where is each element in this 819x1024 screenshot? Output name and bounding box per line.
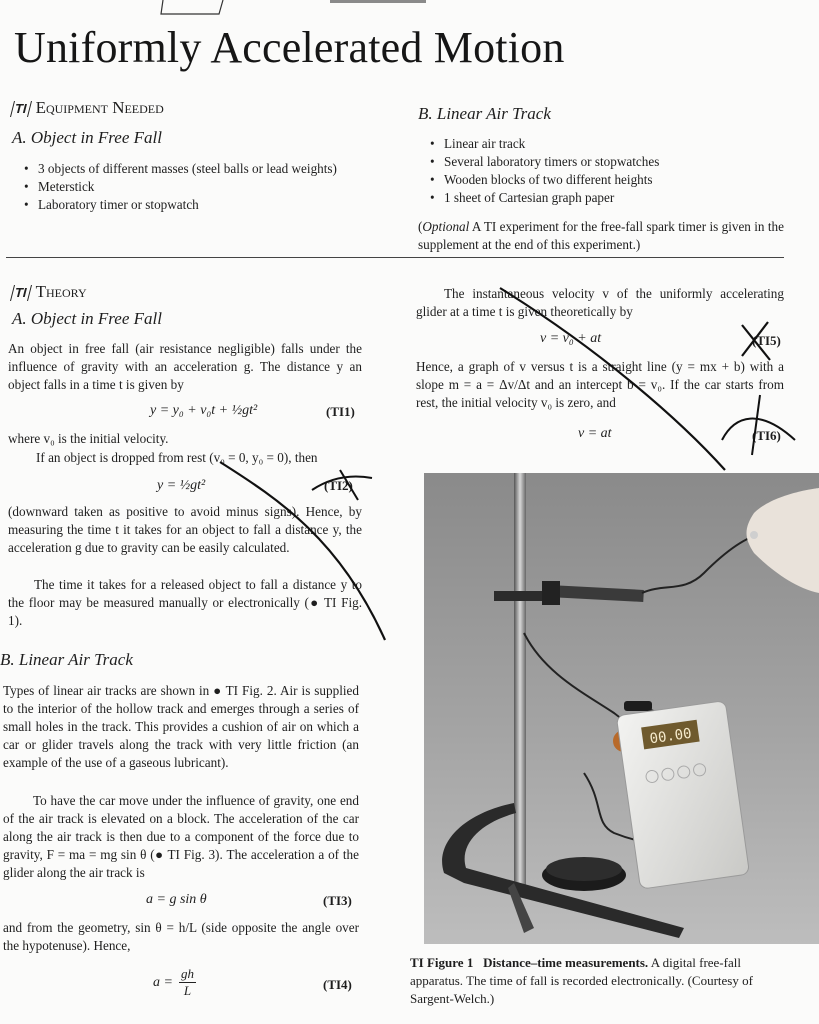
list-item: • Laboratory timer or stopwatch	[22, 196, 370, 214]
equation-ti4-number: (TI4)	[323, 977, 352, 992]
equipment-part-b-heading: B. Linear Air Track	[418, 104, 551, 123]
fraction: $\frac{gh}{L}$	[180, 966, 194, 998]
theory-part-a-heading: A. Object in Free Fall	[12, 309, 162, 328]
theory-paragraph-6: To have the car move under the influence of gravity, one end of the air track is elevated on a block. The acceleration of the car along the air track is then due to a component of the force due to gravity, F = ma = mg sin θ (● TI Fig. 3). The acceleration a of the glider along the air track is	[3, 793, 359, 880]
equipment-heading: TI Equipment Needed	[12, 98, 164, 118]
theory-where: where v₀ is the initial velocity.	[8, 431, 169, 446]
equation-ti4: a = $\frac{gh}{L}$	[153, 966, 194, 998]
equation-ti2-number: (TI2)	[324, 478, 353, 493]
equipment-a-list	[22, 160, 370, 214]
equation-ti5-number: (TI5)	[752, 333, 781, 348]
list-item: • Several laboratory timers or stopwatches	[428, 153, 788, 171]
equation-ti1: y = y₀ + v₀t + ½gt²	[150, 403, 258, 418]
equation-ti6: v = at	[578, 426, 612, 441]
list-item: • Meterstick	[22, 178, 370, 196]
theory-right-paragraph-1: The instantaneous velocity v of the uniformly accelerating glider at a time t is given theoretically by	[416, 286, 784, 319]
equation-ti2: y = ½gt²	[157, 478, 206, 493]
theory-paragraph-2: If an object is dropped from rest (v₀ = 0, y₀ = 0), then	[36, 450, 318, 465]
equipment-part-a-heading: A. Object in Free Fall	[12, 128, 162, 147]
theory-paragraph-5: Types of linear air tracks are shown in ● TI Fig. 2. Air is supplied to the interior of the hollow track and emerges through a series of small holes in the track. This provides a cushion of air on which a car or glider travels along the track with very little friction (an example of the use of a gaseous lubricant).	[3, 683, 359, 770]
equation-ti5: v = v₀ + at	[540, 331, 602, 346]
corner-scribble	[155, 0, 225, 20]
theory-paragraph-1: An object in free fall (air resistance negligible) falls under the influence of gravity with an acceleration g. The distance y an object falls in a time t is given by	[8, 341, 362, 392]
list-item: • 3 objects of different masses (steel balls or lead weights)	[22, 160, 370, 178]
theory-paragraph-7: and from the geometry, sin θ = h/L (side opposite the angle over the hypotenuse). Hence,	[3, 920, 359, 953]
optional-note: (Optional A TI experiment for the free-fall spark timer is given in the supplement at the end of this experiment.)	[418, 219, 784, 252]
equation-ti3: a = g sin θ	[146, 892, 207, 907]
equipment-b-list	[428, 135, 788, 207]
theory-heading: TI Theory	[12, 282, 87, 302]
ti-mark: TI	[10, 101, 32, 117]
equation-ti1-number: (TI1)	[326, 404, 355, 419]
timer-display-text: 00.00	[648, 725, 693, 748]
theory-right-paragraph-2: Hence, a graph of v versus t is a straight line (y = mx + b) with a slope m = a = Δv/Δt and an intercept b = v₀. If the car starts from rest, the initial velocity v₀ is zero, and	[416, 359, 784, 410]
theory-paragraph-3: (downward taken as positive to avoid minus signs). Hence, by measuring the time t it takes for an object to fall a distance y, the acceleration g due to gravity can be easily calculated.	[8, 504, 362, 555]
figure-photo	[424, 473, 819, 944]
section-divider	[6, 257, 784, 258]
equation-ti6-number: (TI6)	[752, 428, 781, 443]
figure-caption: TI Figure 1 Distance–time measurements. A digital free-fall apparatus. The time of fall is recorded electronically. (Courtesy of Sargent-Welch.)	[410, 955, 753, 1006]
top-edge-bar	[330, 0, 426, 3]
ti-mark: TI	[10, 285, 32, 301]
list-item: • 1 sheet of Cartesian graph paper	[428, 189, 788, 207]
page-title: Uniformly Accelerated Motion	[14, 23, 565, 72]
theory-paragraph-4: The time it takes for a released object to fall a distance y to the floor may be measured manually or electronically (● TI Fig. 1).	[8, 577, 362, 628]
list-item: • Wooden blocks of two different heights	[428, 171, 788, 189]
theory-part-b-heading: B. Linear Air Track	[0, 650, 133, 669]
list-item: • Linear air track	[428, 135, 788, 153]
free-fall-apparatus-illustration	[424, 473, 819, 944]
equation-ti3-number: (TI3)	[323, 893, 352, 908]
